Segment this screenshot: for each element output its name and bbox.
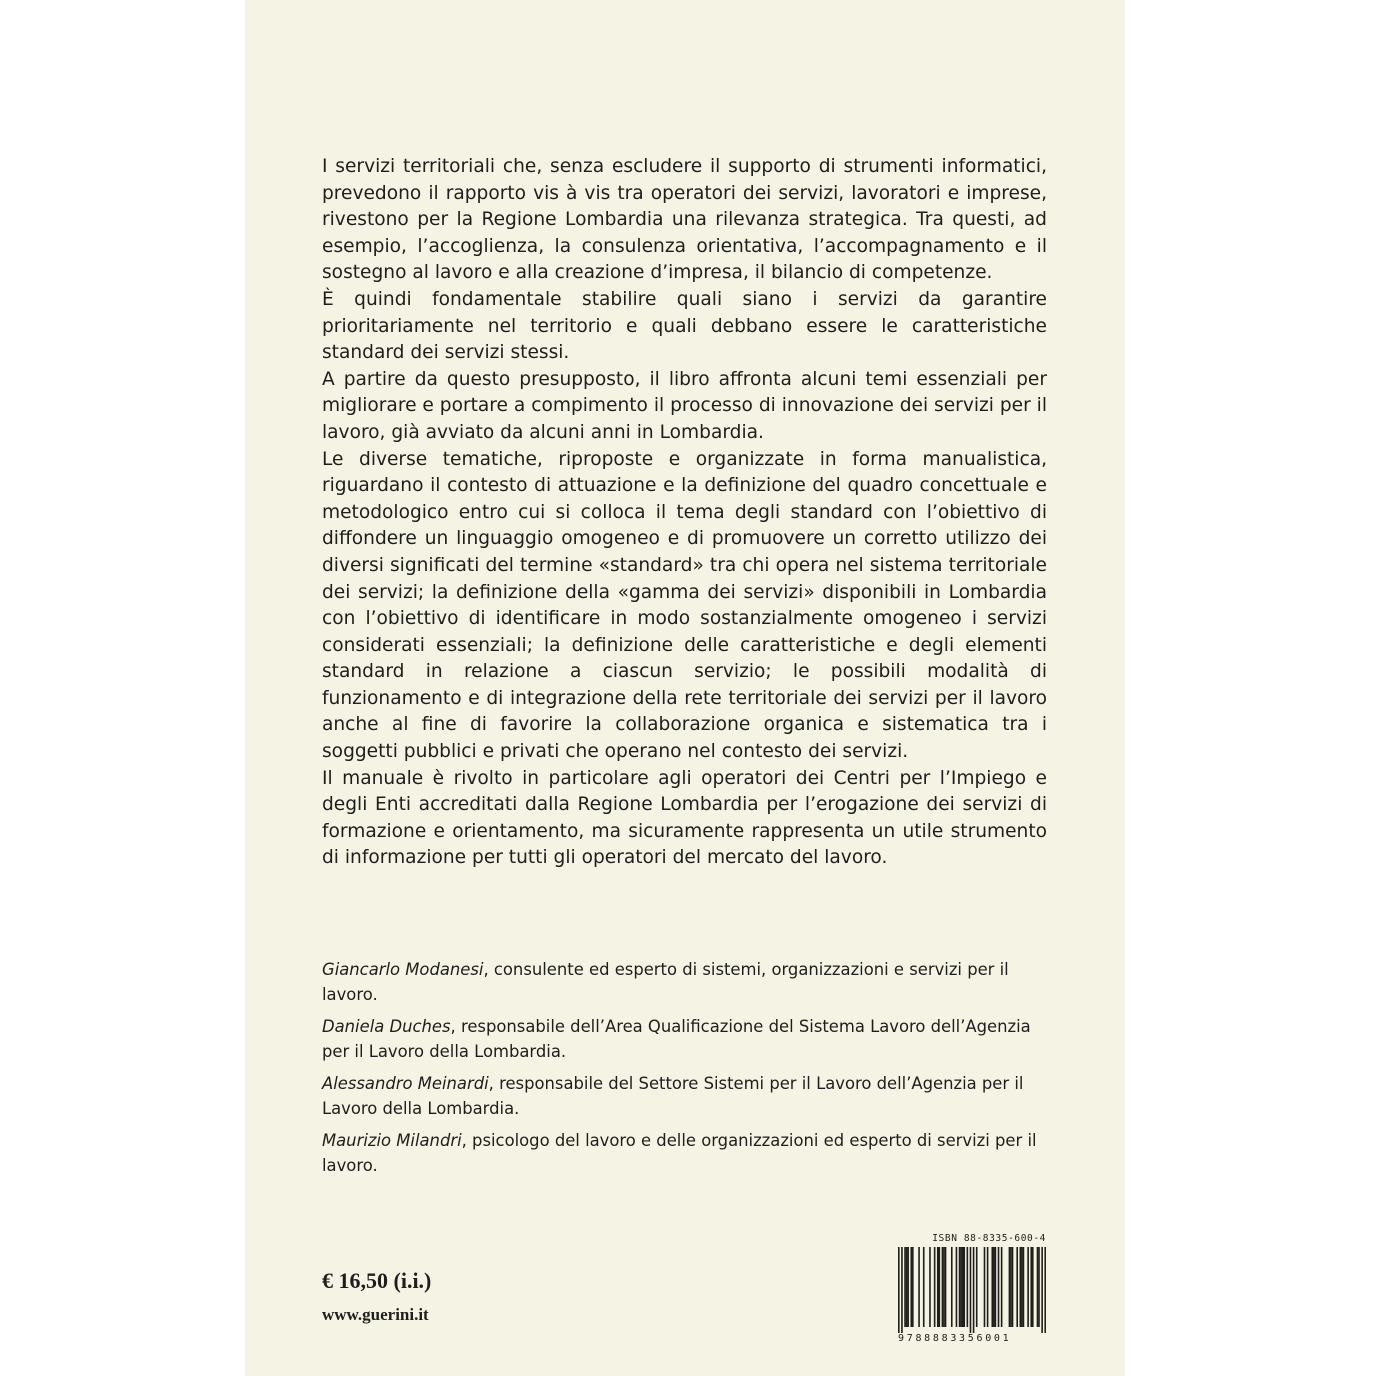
author-bio bbox=[322, 1129, 1047, 1178]
barcode-bar bbox=[998, 1247, 1000, 1327]
barcode-bars bbox=[898, 1247, 1046, 1333]
barcode-bar bbox=[987, 1247, 989, 1327]
barcode-bar bbox=[962, 1247, 964, 1327]
barcode-bar bbox=[995, 1247, 997, 1327]
barcode-bar bbox=[959, 1247, 961, 1327]
barcode-bar bbox=[945, 1247, 947, 1327]
barcode-bar bbox=[967, 1247, 969, 1327]
author-role: , consulente ed esperto di sistemi, organizzazioni e servizi per il lavoro. bbox=[322, 960, 1009, 1004]
barcode-bar bbox=[1023, 1247, 1025, 1327]
author-name: Maurizio Milandri bbox=[322, 1131, 462, 1150]
barcode-bar bbox=[1027, 1247, 1029, 1327]
author-bio bbox=[322, 1072, 1047, 1121]
author-bio bbox=[322, 1015, 1047, 1064]
publisher-website: www.guerini.it bbox=[322, 1305, 429, 1324]
barcode-bar bbox=[993, 1247, 995, 1327]
author-name: Daniela Duches bbox=[322, 1017, 451, 1036]
barcode-bar bbox=[956, 1247, 958, 1327]
barcode-bar bbox=[1016, 1247, 1018, 1327]
barcode-bar bbox=[1032, 1247, 1034, 1327]
barcode-bar bbox=[939, 1247, 941, 1327]
barcode-bar bbox=[918, 1247, 920, 1327]
barcode-bar bbox=[973, 1247, 975, 1333]
blurb-paragraph: I servizi territoriali che, senza escludere il supporto di strumenti informatici, prevedono il rapporto vis à vis tra operatori dei servizi, lavoratori e imprese, rivestono per la Regione Lombardia una rilevanza strategica. Tra questi, ad esempio, l’accoglienza, la consulenza orientativa, l’accompagnamento e il sostegno al lavoro e alla creazione d’impresa, il bilancio di competenze. bbox=[322, 156, 1047, 284]
barcode-bar bbox=[1001, 1247, 1003, 1327]
blurb-paragraph: È quindi fondamentale stabilire quali siano i servizi da garantire prioritariamente nel territorio e quali debbano essere le caratteristiche standard dei servizi stessi. bbox=[322, 288, 1047, 364]
barcode-bar bbox=[1021, 1247, 1023, 1327]
barcode-bar bbox=[976, 1247, 978, 1327]
barcode-bar bbox=[901, 1247, 903, 1333]
barcode-bar bbox=[937, 1247, 939, 1327]
blurb-paragraph: Le diverse tematiche, riproposte e organizzate in forma manualistica, riguardano il contesto di attuazione e la definizione del quadro concettuale e metodologico entro cui si colloca il tema degli standard con l’obiettivo di diffondere un linguaggio omogeneo e di promuovere un corretto utilizzo dei diversi significati del termine «standard» tra chi opera nel sistema territoriale dei servizi; la definizione della «gamma dei servizi» disponibili in Lombardia con l’obiettivo di identificare in modo sostanzialmente omogeneo i servizi considerati essenziali; la definizione delle caratteristiche e degli elementi standard in relazione a ciascun servizio; le possibili modalità di funzionamento e di integrazione della rete territoriale dei servizi per il lavoro anche al fine di favorire la collaborazione organica e sistematica tra i soggetti pubblici e privati che operano nel contesto dei servizi. bbox=[322, 448, 1047, 763]
barcode-bar bbox=[1030, 1247, 1032, 1327]
barcode bbox=[898, 1233, 1046, 1351]
barcode-bar bbox=[929, 1247, 931, 1327]
barcode-bar bbox=[960, 1247, 962, 1327]
author-bios bbox=[322, 958, 1047, 1186]
barcode-bar bbox=[1009, 1247, 1011, 1327]
author-name: Alessandro Meinardi bbox=[322, 1074, 489, 1093]
barcode-bar bbox=[910, 1247, 912, 1327]
barcode-bar bbox=[943, 1247, 945, 1327]
barcode-bar bbox=[907, 1247, 909, 1327]
barcode-bar bbox=[991, 1247, 993, 1327]
barcode-bar bbox=[1020, 1247, 1022, 1327]
barcode-bar bbox=[984, 1247, 986, 1327]
barcode-bar bbox=[1037, 1247, 1039, 1327]
barcode-bar bbox=[970, 1247, 972, 1333]
barcode-bar bbox=[963, 1247, 965, 1327]
barcode-bar bbox=[942, 1247, 944, 1327]
barcode-bar bbox=[1038, 1247, 1040, 1327]
barcode-bar bbox=[1041, 1247, 1043, 1333]
barcode-bar bbox=[912, 1247, 914, 1327]
blurb-paragraph: A partire da questo presupposto, il libro affronta alcuni temi essenziali per migliorare e portare a compimento il processo di innovazione dei servizi per il lavoro, già avviato da alcuni anni in Lombardia. bbox=[322, 368, 1047, 443]
author-name: Giancarlo Modanesi bbox=[322, 960, 484, 979]
barcode-bar bbox=[923, 1247, 925, 1327]
barcode-bar bbox=[906, 1247, 908, 1327]
barcode-bar bbox=[898, 1247, 900, 1333]
blurb-paragraph: Il manuale è rivolto in particolare agli operatori dei Centri per l’Impiego e degli Enti accreditati dalla Regione Lombardia per l’erogazione dei servizi di formazione e orientamento, ma sicuramente rappresenta un utile strumento di informazione per tutti gli operatori del mercato del lavoro. bbox=[322, 767, 1047, 869]
barcode-bar bbox=[1012, 1247, 1014, 1327]
barcode-bar bbox=[934, 1247, 936, 1327]
author-role: , responsabile dell’Area Qualificazione del Sistema Lavoro dell’Agenzia per il Lavoro della Lombardia. bbox=[322, 1017, 1031, 1061]
back-cover-blurb bbox=[322, 154, 1047, 872]
author-bio bbox=[322, 958, 1047, 1007]
ean-digits: 9788883356001 bbox=[898, 1333, 1012, 1344]
barcode-bar bbox=[1010, 1247, 1012, 1327]
isbn-label: ISBN 88-8335-600-4 bbox=[932, 1233, 1046, 1244]
barcode-bar bbox=[1044, 1247, 1046, 1333]
barcode-bar bbox=[904, 1247, 906, 1327]
price-label: € 16,50 (i.i.) bbox=[322, 1268, 432, 1293]
barcode-bar bbox=[951, 1247, 953, 1327]
author-role: , psicologo del lavoro e delle organizzazioni ed esperto di servizi per il lavoro. bbox=[322, 1131, 1037, 1175]
author-role: , responsabile del Settore Sistemi per il Lavoro dell’Agenzia per il Lavoro della Lombardia. bbox=[322, 1074, 1024, 1118]
